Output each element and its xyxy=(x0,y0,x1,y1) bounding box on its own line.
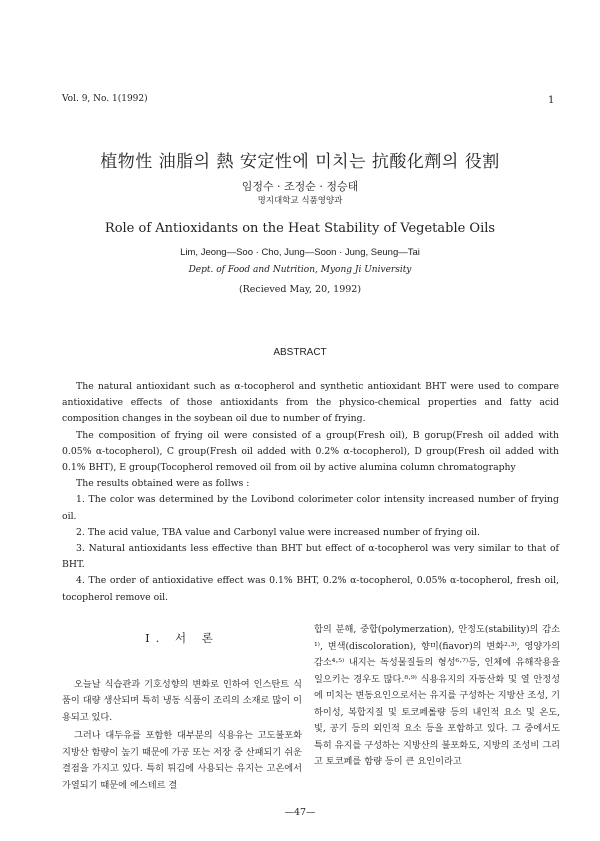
abstract-result-item: 1. The color was determined by the Lovibond colorimeter color intensity increased number of frying oil. xyxy=(62,494,559,522)
abstract-body xyxy=(62,379,559,606)
page-number-top: 1 xyxy=(548,95,555,106)
body-paragraph: 오늘날 식습관과 기호성향의 변화로 인하여 인스탄트 식품이 대량 생산되며 특히 냉동 식품이 조리의 소재로 많이 이용되고 있다. xyxy=(62,678,302,723)
abstract-result-item: 3. Natural antioxidants less effective than BHT but effect of α-tocopherol was very similar to that of BHT. xyxy=(62,543,559,571)
received-date: (Recieved May, 20, 1992) xyxy=(238,284,362,295)
right-column xyxy=(314,622,560,771)
abstract-paragraph: The composition of frying oil were consisted of a group(Fresh oil), B gorup(Fresh oil added with 0.05% α-tocopherol), C group(Fresh oil added with 0.2% α-tocopherol), D group(Fresh oil added with 0.1% BHT), E group(Tocopherol removed oil from oil by active alumina column chromatography xyxy=(62,429,559,474)
title-english: Role of Antioxidants on the Heat Stability of Vegetable Oils xyxy=(104,221,496,236)
affiliation-english: Dept. of Food and Nutrition, Myong Ji University xyxy=(188,265,412,275)
abstract-result-item: 4. The order of antioxidative effect was 0.1% BHT, 0.2% α-tocopherol, 0.05% α-tocopherol, fresh oil, tocopherol remove oil. xyxy=(62,575,559,603)
abstract-paragraph: The results obtained were as follws : xyxy=(76,478,250,490)
affiliation-korean: 명지대학교 식품영양과 xyxy=(257,196,343,206)
authors-korean: 임정수 · 조정순 · 정승태 xyxy=(241,180,359,193)
abstract-result-item: 2. The acid value, TBA value and Carbonyl value were increased number of frying oil. xyxy=(76,526,480,538)
section-heading-introduction: I. 서 론 xyxy=(145,631,219,645)
abstract-heading: ABSTRACT xyxy=(273,347,327,358)
authors-english: Lim, Jeong—Soo · Cho, Jung—Soon · Jung, Seung—Tai xyxy=(180,247,420,258)
journal-volume: Vol. 9, No. 1(1992) xyxy=(62,94,148,104)
title-korean: 植物性 油脂의 熱 安定性에 미치는 抗酸化劑의 役割 xyxy=(100,152,500,172)
left-column xyxy=(62,622,302,794)
body-paragraph: 그러나 대두유를 포함한 대부분의 식용유는 고도불포화 지방산 함량이 높기 때문에 가공 또는 저장 중 산패되기 쉬운 결점을 가지고 있다. 특히 튀김에 사용되는 유지는 고온에서 가열되기 때문에 에스테르 결 xyxy=(62,730,302,791)
abstract-paragraph: The natural antioxidant such as α-tocopherol and synthetic antioxidant BHT were used to compare antioxidative effects of those antioxidants from the physico-chemical properties and fatty acid composition changes in the soybean oil due to number of frying. xyxy=(62,381,559,425)
body-paragraph-continued: 합의 분해, 중합(polymerzation), 안정도(stability)의 감소¹⁾, 변색(discoloration), 향미(fiavor)의 변화²·³⁾, 영양가의 감소⁴·⁵⁾ 내지는 독성물질들의 형성⁶·⁷⁾등, 인체에 유해작용을 일으키는 경우도 많다.⁸·⁹⁾ 식용유지의 자동산화 및 열 안정성에 미치는 변동요인으로서는 유지를 구성하는 지방산 조성, 기하이성, 복합지질 및 토코페롤량 등의 내인적 요소 및 온도, 빛, 공기 등의 외인적 요소 등을 포함하고 있다. 그 중에서도 특히 유지를 구성하는 지방산의 불포화도, 지방의 조성비 그리고 토코페를 함량 등이 큰 요인이라고 xyxy=(314,624,560,767)
page-number-bottom: —47— xyxy=(284,807,316,818)
